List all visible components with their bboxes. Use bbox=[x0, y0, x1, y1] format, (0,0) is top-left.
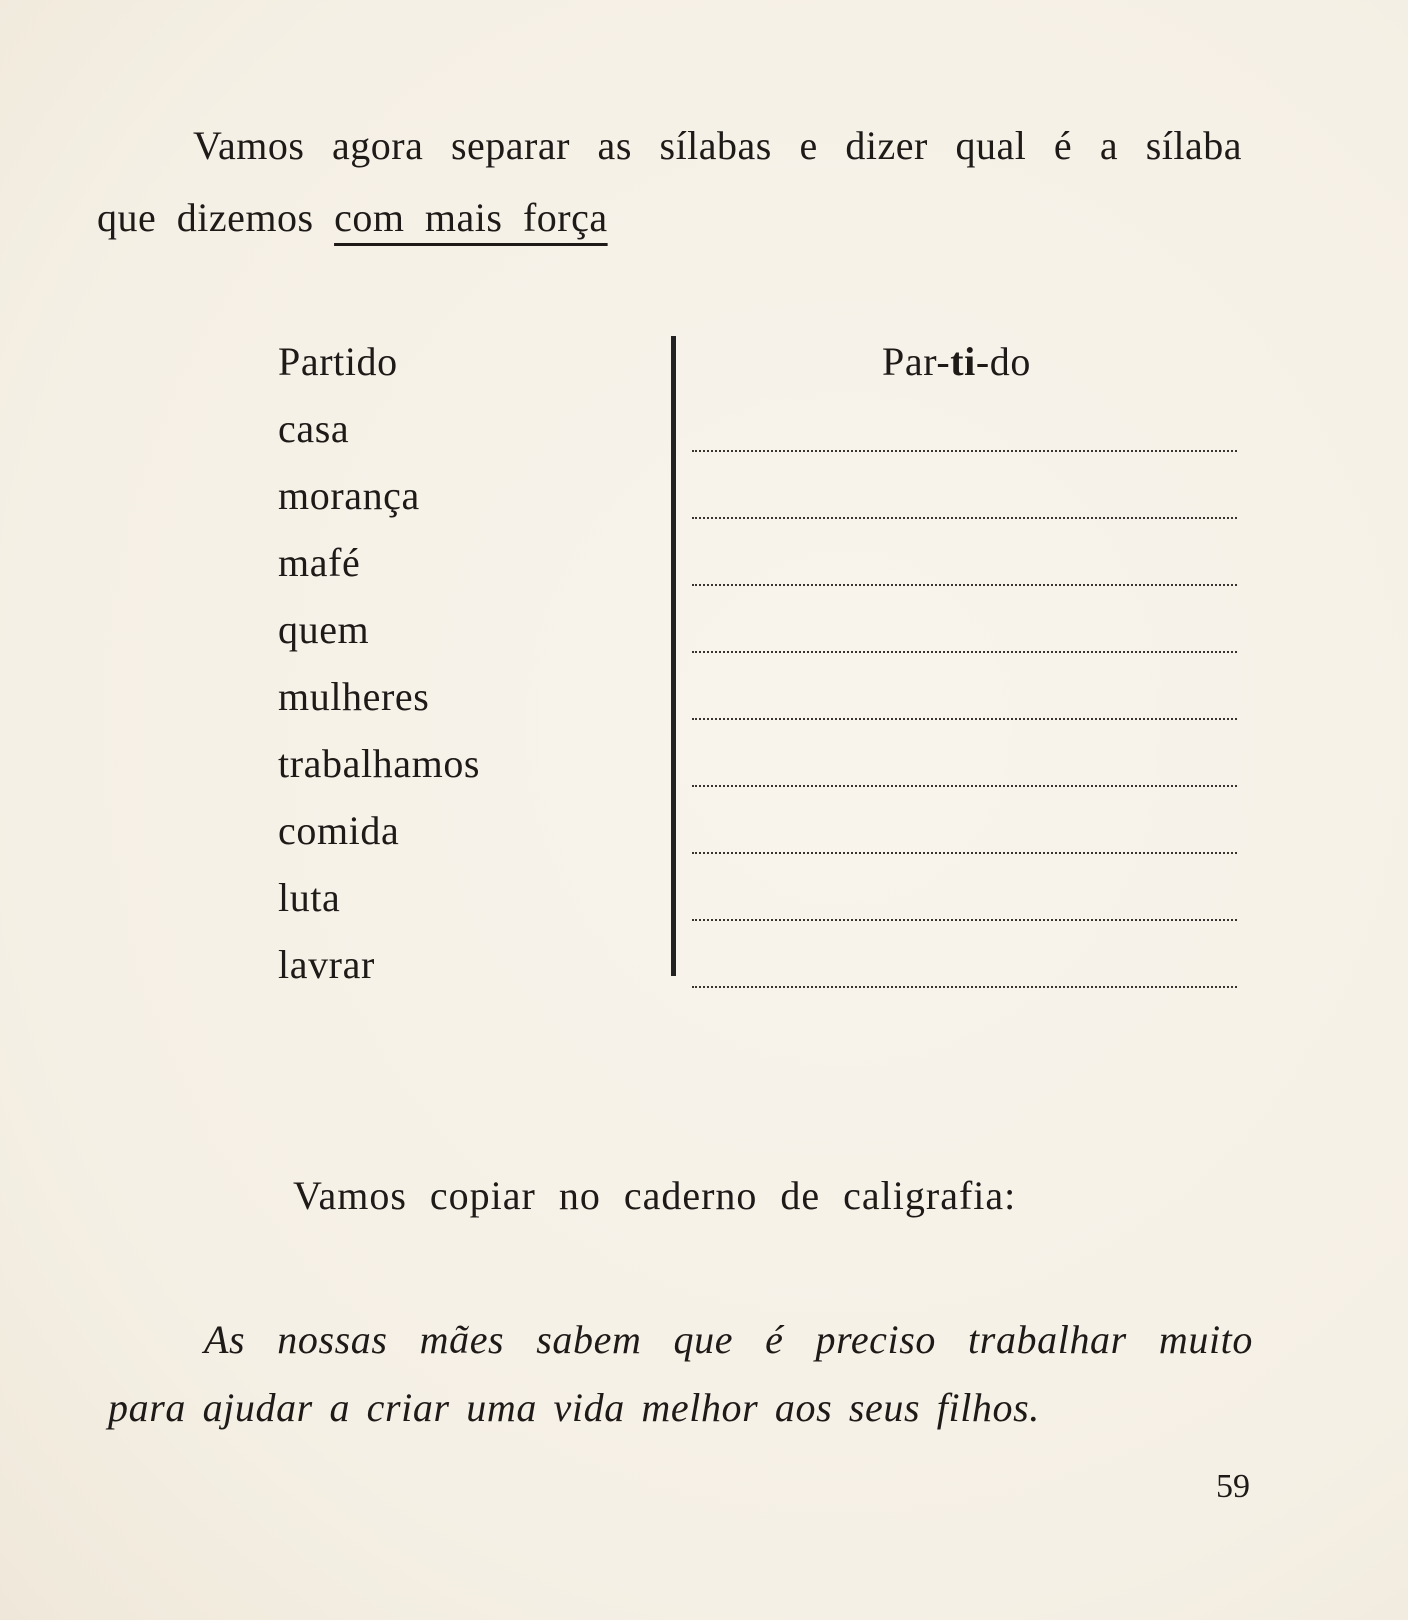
dotted-line bbox=[692, 651, 1237, 653]
list-item: Partido bbox=[278, 339, 398, 384]
copy-sentence bbox=[108, 1306, 1253, 1442]
list-item: quem bbox=[278, 607, 370, 652]
dotted-line bbox=[692, 852, 1237, 854]
answer-line[interactable] bbox=[692, 663, 1237, 730]
underlined-emphasis: com mais força bbox=[334, 195, 608, 240]
list-item: luta bbox=[278, 875, 341, 920]
dotted-line bbox=[692, 718, 1237, 720]
page-number: 59 bbox=[1216, 1468, 1250, 1505]
list-item: trabalhamos bbox=[278, 741, 481, 786]
word-list bbox=[278, 328, 480, 998]
dotted-line bbox=[692, 919, 1237, 921]
answer-line[interactable] bbox=[692, 529, 1237, 596]
example-part-before: Par- bbox=[882, 339, 951, 384]
copy-line-2: para ajudar a criar uma vida melhor aos seus filhos. bbox=[108, 1385, 1040, 1430]
dotted-line bbox=[692, 517, 1237, 519]
answer-line[interactable] bbox=[692, 931, 1237, 998]
dotted-line bbox=[692, 450, 1237, 452]
list-item: mulheres bbox=[278, 674, 430, 719]
instruction-paragraph bbox=[97, 110, 1242, 254]
answer-line[interactable] bbox=[692, 797, 1237, 864]
list-item: casa bbox=[278, 406, 350, 451]
copy-line-1: As nossas mães sabem que é preciso trabalhar muito bbox=[204, 1317, 1253, 1362]
list-item: mafé bbox=[278, 540, 361, 585]
list-item: comida bbox=[278, 808, 400, 853]
example-part-after: -do bbox=[975, 339, 1032, 384]
list-item: morança bbox=[278, 473, 420, 518]
dotted-line bbox=[692, 785, 1237, 787]
answer-line[interactable] bbox=[692, 864, 1237, 931]
dotted-line bbox=[692, 986, 1237, 988]
answer-line[interactable] bbox=[692, 462, 1237, 529]
dotted-line bbox=[692, 584, 1237, 586]
answer-line[interactable] bbox=[692, 730, 1237, 797]
example-stressed-syllable: ti bbox=[950, 339, 976, 384]
instruction-line-2-text: que dizemos bbox=[97, 195, 314, 240]
instruction-line-1: Vamos agora separar as sílabas e dizer qual é a sílaba bbox=[193, 123, 1242, 168]
answer-line[interactable] bbox=[692, 596, 1237, 663]
answer-lines bbox=[692, 328, 1237, 998]
list-item: lavrar bbox=[278, 942, 375, 987]
answer-line[interactable] bbox=[692, 395, 1237, 462]
copy-heading: Vamos copiar no caderno de caligrafia: bbox=[293, 1173, 1017, 1218]
instruction-line-2 bbox=[97, 182, 1242, 254]
column-divider bbox=[671, 336, 676, 976]
